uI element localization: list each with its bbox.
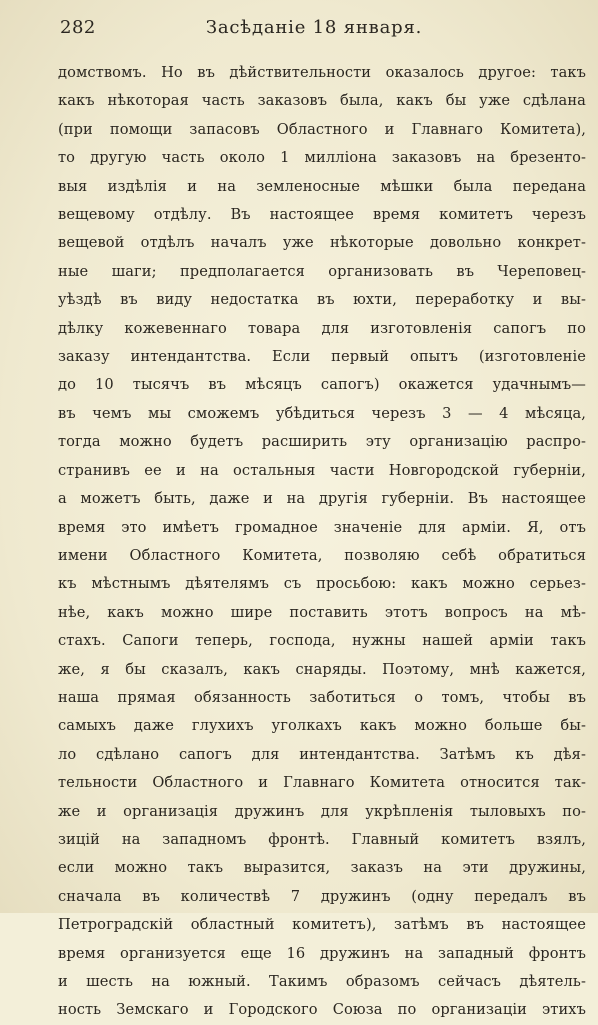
text-line: наша прямая обязанность заботиться о томъ, чтобы въ (58, 688, 586, 706)
text-line: вещевому отдѣлу. Въ настоящее время комитетъ черезъ (58, 206, 586, 224)
text-line: домствомъ. Но въ дѣйствительности оказалось другое: такъ (58, 64, 586, 81)
text-line: (при помощи запасовъ Областного и Главнаго Комитета), (58, 120, 586, 138)
text-line: уѣздѣ въ виду недостатка въ юхти, переработку и вы- (58, 291, 586, 309)
text-line: какъ нѣкоторая часть заказовъ была, какъ бы уже сдѣлана (58, 92, 586, 110)
text-line: до 10 тысячъ въ мѣсяцъ сапогъ) окажется удачнымъ— (58, 376, 586, 394)
page-header (58, 14, 570, 42)
text-line: же и организація дружинъ для укрѣпленія тыловыхъ по- (58, 802, 586, 820)
text-line: то другую часть около 1 милліона заказовъ на брезенто- (58, 149, 586, 167)
text-line: выя издѣлія и на земленосные мѣшки была передана (58, 177, 586, 195)
text-line: дѣлку кожевеннаго товара для изготовленія сапогъ по (58, 319, 586, 337)
text-line: сначала въ количествѣ 7 дружинъ (одну передалъ въ (58, 887, 586, 905)
text-line: въ чемъ мы сможемъ убѣдиться черезъ 3 — 4 мѣсяца, (58, 404, 586, 422)
body-text (58, 59, 586, 1025)
text-line: ные шаги; предполагается организовать въ Череповец- (58, 262, 586, 280)
text-line: странивъ ее и на остальныя части Новгородской губерніи, (58, 461, 586, 479)
running-head: Засѣданіе 18 января. (205, 17, 423, 38)
text-line: имени Областного Комитета, позволяю себѣ обратиться (58, 546, 586, 564)
text-line: же, я бы сказалъ, какъ снаряды. Поэтому, мнѣ кажется, (58, 660, 586, 678)
text-line: время организуется еще 16 дружинъ на западный фронтъ (58, 944, 586, 962)
text-line: нѣе, какъ можно шире поставить этотъ вопросъ на мѣ- (58, 603, 586, 621)
text-line: стахъ. Сапоги теперь, господа, нужны нашей арміи такъ (58, 632, 586, 650)
text-line: если можно такъ выразится, заказъ на эти дружины, (58, 859, 586, 877)
text-line: и шесть на южный. Такимъ образомъ сейчасъ дѣятель- (58, 973, 586, 990)
text-line: заказу интендантства. Если первый опытъ (изготовленіе (58, 348, 586, 366)
text-line: Петроградскій областный комитетъ), затѣмъ въ настоящее (58, 916, 586, 934)
text-line: тельности Областного и Главнаго Комитета относится так- (58, 774, 586, 792)
text-line: время это имѣетъ громадное значеніе для арміи. Я, отъ (58, 518, 586, 536)
text-line: вещевой отдѣлъ началъ уже нѣкоторые довольно конкрет- (58, 234, 586, 252)
text-line: зицій на западномъ фронтѣ. Главный комитетъ взялъ, (58, 830, 586, 848)
text-line: къ мѣстнымъ дѣятелямъ съ просьбою: какъ можно серьез- (58, 575, 586, 593)
text-line: а можетъ быть, даже и на другія губерніи. Въ настоящее (58, 490, 586, 508)
text-line: ло сдѣлано сапогъ для интендантства. Затѣмъ къ дѣя- (58, 745, 586, 763)
text-line: тогда можно будетъ расширить эту организацію распро- (58, 433, 586, 451)
text-line: ность Земскаго и Городского Союза по организаціи этихъ (58, 1001, 586, 1019)
page-number: 282 (60, 17, 96, 38)
text-line: самыхъ даже глухихъ уголкахъ какъ можно больше бы- (58, 717, 586, 735)
